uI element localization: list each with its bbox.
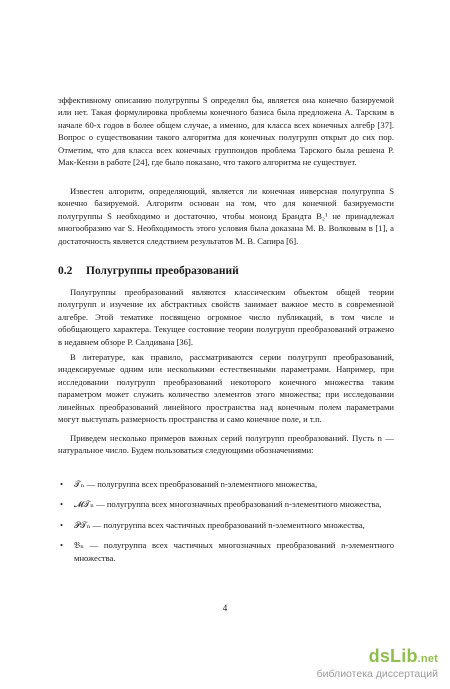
watermark-logo [369,646,438,667]
paragraph: Известен алгоритм, определяющий, является ли конечная инверсная полугруппа S конечно базируемой. Алгоритм основан на том, что для конечной базируемости полугруппы S необходимо и достаточно, чтобы моноид Брандта B₂¹ не принадлежал многообразию var S. Необходимость этого условия была доказана М. В. Волковым в [1], а достаточность является следствием результатов М. В. Сапира [6]. [58,186,394,246]
logo-suffix: .net [417,653,438,665]
paragraph: эффективному описанию полугруппы S определял бы, является она конечно базируемой или нет. Такая формулировка проблемы конечного базиса была предложена А. Тарским в начале 60-х годов в более общем случае, а именно, для класса всех конечных алгебр [37]. Вопрос о существовании такого алгоритма для конечных полугрупп открыт до сих пор. Отметим, что для класса всех конечных группоидов проблема Тарского была решена Р. Мак-Кензи в работе [24], где было показано, что такого алгоритма не существует. [58,95,394,168]
bullet-icon: • [60,540,64,551]
section-number: 0.2 [58,265,73,277]
section-title-text: Полугруппы преобразований [86,265,239,277]
list-item-text: 𝔅ₙ — полугруппа всех частичных многозначных преобразований n-элементного множества. [74,540,394,563]
list-item-text: 𝓜𝒯ₙ — полугруппа всех многозначных преобразований n-элементного множества, [74,499,382,510]
watermark-subtitle: библиотека диссертаций [316,668,438,680]
watermark[interactable] [288,646,438,682]
list-item [58,478,394,490]
list-item [58,539,394,564]
bullet-icon: • [60,479,64,489]
section-heading [58,265,394,277]
bullet-list [58,478,394,572]
list-item [58,498,394,510]
paragraph: В литературе, как правило, рассматриваются серии полугрупп преобразований, индексируемые одним или несколькими естественными параметрами. Например, при исследовании полугрупп преобразований некоторого конечного множества таким параметром может служить количество элементов этого множества; при исследовании линейных преобразований линейного пространства над конечным полем параметрами могут выступать размерность пространства и само конечное поле, и т.п. [58,352,394,425]
paragraph: Полугруппы преобразований являются классическим объектом общей теории полугрупп и изучение их абстрактных свойств занимает важное место в современной алгебре. Этой тематике посвящено огромное число публикаций, в том числе и обобщающего характера. Текущее состояние теории полугрупп преобразований отражено в недавнем обзоре Р. Салдивана [36]. [58,287,394,347]
paragraph: Приведем несколько примеров важных серий полугрупп преобразований. Пусть n — натуральное число. Будем пользоваться следующими обозначениями: [58,433,394,456]
page-number: 4 [222,603,228,613]
logo-text: dsLib [368,646,418,666]
bullet-icon: • [60,519,64,530]
list-item-text: 𝒫𝒯ₙ — полугруппа всех частичных преобразований n-элементного множества, [74,519,365,530]
list-item [58,519,394,531]
bullet-icon: • [60,499,64,510]
list-item-text: 𝒯ₙ — полугруппа всех преобразований n-элементного множества, [74,479,318,489]
